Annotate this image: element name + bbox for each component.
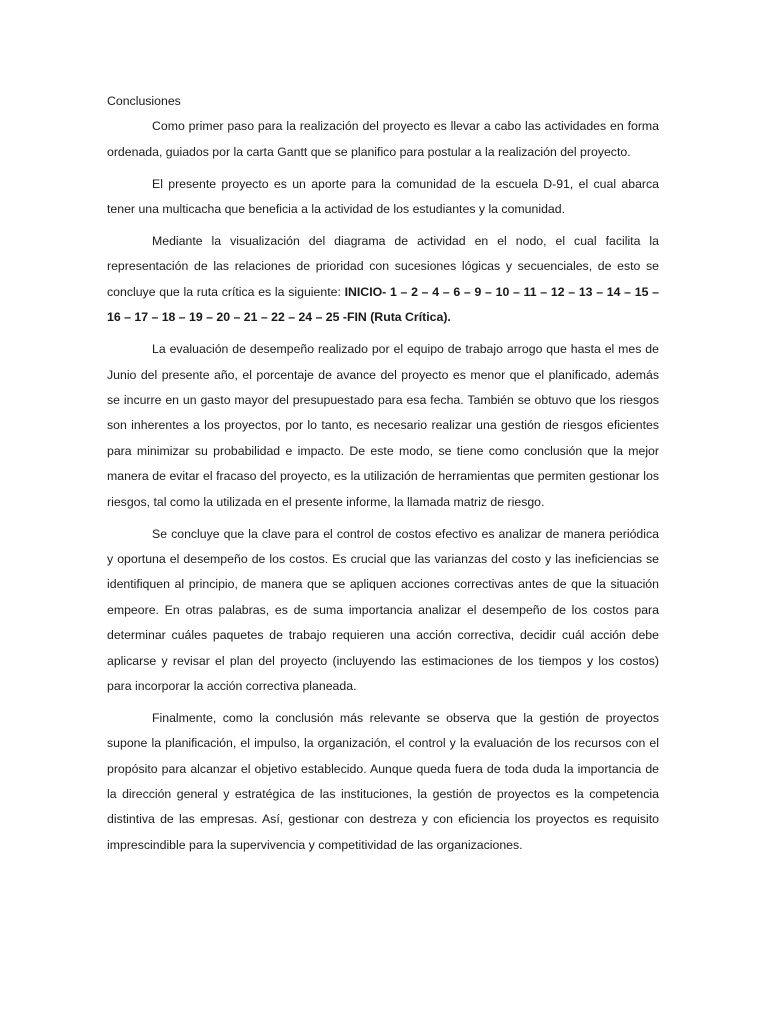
critical-path-text: INICIO- 1 – 2 – 4 – 6 – 9 – 10 – 11 – 12 – 13 – 14 – 15 – 16 – 17 – 18 – 19 – 20 – 21 – 22 – 24 – 25 -FIN (Ruta Crítica). (107, 284, 659, 325)
paragraph-3-text: Mediante la visualización del diagrama de actividad en el nodo, el cual facilita la representación de las relaciones de prioridad con sucesiones lógicas y secuenciales, de esto se concluye que la ruta crítica es la siguiente: (107, 234, 659, 299)
paragraph-3 (107, 229, 659, 331)
paragraph-6: Finalmente, como la conclusión más relevante se observa que la gestión de proyectos supone la planificación, el impulso, la organización, el control y la evaluación de los recursos con el propósito para alcanzar el objetivo establecido. Aunque queda fuera de toda duda la importancia de la dirección general y estratégica de las instituciones, la gestión de proyectos es la competencia distintiva de las empresas. Así, gestionar con destreza y con eficiencia los proyectos es requisito imprescindible para la supervivencia y competitividad de las organizaciones. (107, 710, 659, 852)
document-body (107, 89, 659, 865)
paragraph-1: Como primer paso para la realización del proyecto es llevar a cabo las actividades en forma ordenada, guiados por la carta Gantt que se planifico para postular a la realización del proyecto. (107, 119, 659, 159)
paragraph-5: Se concluye que la clave para el control de costos efectivo es analizar de manera periódica y oportuna el desempeño de los costos. Es crucial que las varianzas del costo y las ineficiencias se identifiquen al principio, de manera que se apliquen acciones correctivas antes de que la situación empeore. En otras palabras, es de suma importancia analizar el desempeño de los costos para determinar cuáles paquetes de trabajo requieren una acción correctiva, decidir cuál acción debe aplicarse y revisar el plan del proyecto (incluyendo las estimaciones de los tiempos y los costos) para incorporar la acción correctiva planeada. (107, 526, 659, 693)
paragraph-4: La evaluación de desempeño realizado por el equipo de trabajo arrogo que hasta el mes de Junio del presente año, el porcentaje de avance del proyecto es menor que el planificado, además se incurre en un gasto mayor del presupuestado para esa fecha. También se obtuvo que los riesgos son inherentes a los proyectos, por lo tanto, es necesario realizar una gestión de riesgos eficientes para minimizar su probabilidad e impacto. De este modo, se tiene como conclusión que la mejor manera de evitar el fracaso del proyecto, es la utilización de herramientas que permiten gestionar los riesgos, tal como la utilizada en el presente informe, la llamada matriz de riesgo. (107, 342, 659, 509)
paragraph-2: El presente proyecto es un aporte para la comunidad de la escuela D-91, el cual abarca tener una multicacha que beneficia a la actividad de los estudiantes y la comunidad. (107, 176, 659, 217)
section-heading: Conclusiones (107, 94, 181, 108)
